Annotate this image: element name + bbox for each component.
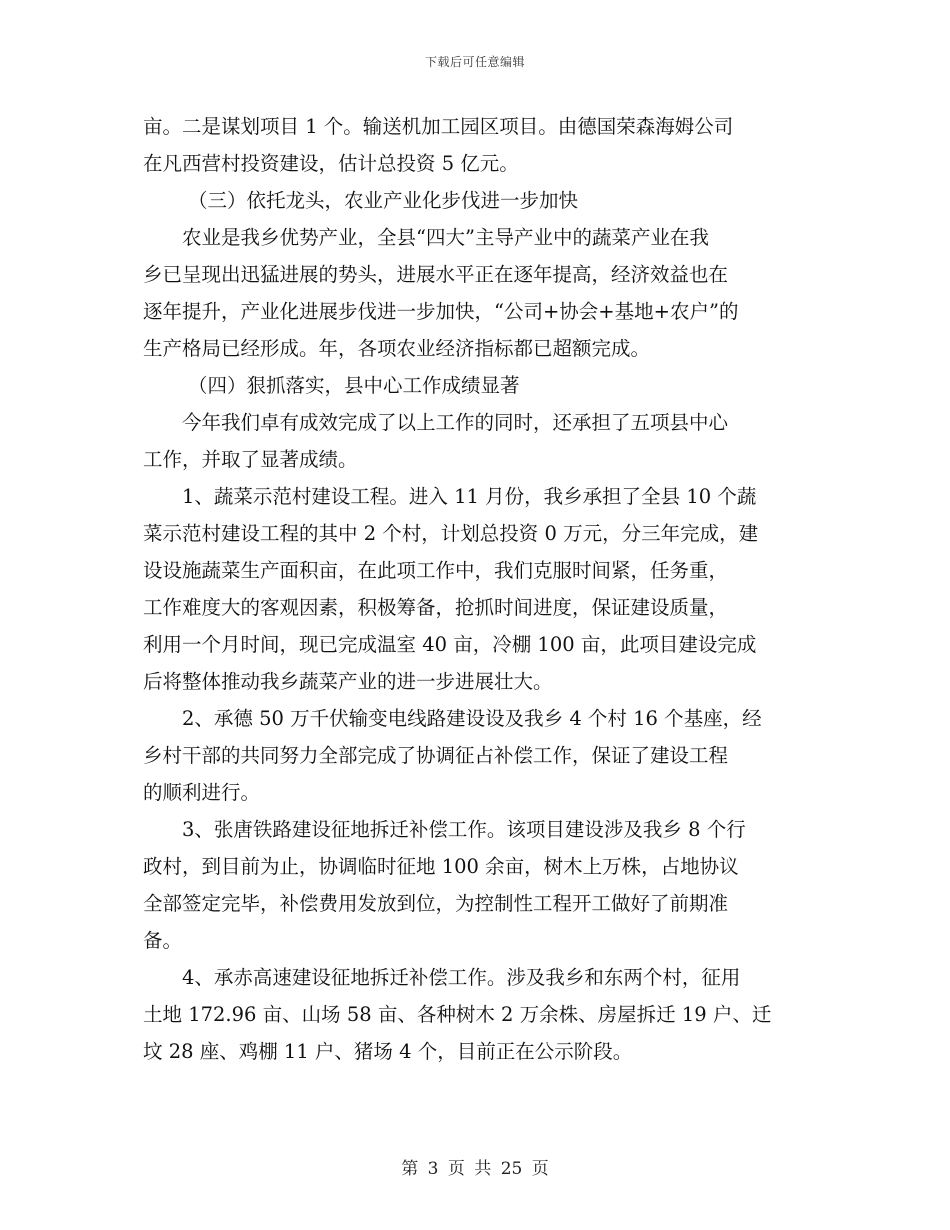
text-line: 乡已呈现出迅猛进展的势头，进展水平正在逐年提高，经济效益也在 — [143, 263, 729, 286]
text-line: 亩。二是谋划项目 1 个。输送机加工园区项目。由德国荣森海姆公司 — [143, 115, 734, 138]
text-line: 工作，并取了显著成绩。 — [143, 448, 358, 471]
text-line: 坟 28 座、鸡棚 11 户、猪场 4 个，目前正在公示阶段。 — [143, 1040, 633, 1063]
text-line: 菜示范村建设工程的其中 2 个村，计划总投资 0 万元，分三年完成，建 — [143, 522, 759, 545]
text-line: 全部签定完毕，补偿费用发放到位，为控制性工程开工做好了前期准 — [143, 892, 729, 915]
page-header: 下载后可任意编辑 — [424, 55, 525, 69]
list-item-1: 1、蔬菜示范村建设工程。进入 11 月份，我乡承担了全县 10 个蔬 — [182, 485, 757, 508]
text-line: 生产格局已经形成。年，各项农业经济指标都已超额完成。 — [143, 337, 651, 360]
list-item-2: 2、承德 50 万千伏输变电线路建设设及我乡 4 个村 16 个基座，经 — [182, 707, 762, 730]
text-line: 利用一个月时间，现已完成温室 40 亩，冷棚 100 亩，此项目建设完成 — [143, 633, 757, 656]
text-line: 工作难度大的客观因素，积极筹备，抢抓时间进度，保证建设质量， — [143, 596, 729, 619]
list-item-4: 4、承赤高速建设征地拆迁补偿工作。涉及我乡和东两个村，征用 — [182, 966, 741, 989]
paragraph-start: 农业是我乡优势产业，全县“四大”主导产业中的蔬菜产业在我 — [182, 226, 709, 249]
paragraph-start: 今年我们卓有成效完成了以上工作的同时，还承担了五项县中心 — [182, 411, 729, 434]
document-body — [143, 108, 811, 1070]
list-item-3: 3、张唐铁路建设征地拆迁补偿工作。该项目建设涉及我乡 8 个行 — [182, 818, 746, 841]
text-line: 逐年提升，产业化进展步伐进一步加快，“公司+协会+基地+农户”的 — [143, 300, 739, 323]
text-line: 在凡西营村投资建设，估计总投资 5 亿元。 — [143, 152, 519, 175]
text-line: 政村，到目前为止，协调临时征地 100 余亩，树木上万株，占地协议 — [143, 855, 739, 878]
text-line: 乡村干部的共同努力全部完成了协调征占补偿工作，保证了建设工程 — [143, 744, 729, 767]
text-line: 土地 172.96 亩、山场 58 亩、各种树木 2 万余株、房屋拆迁 19 户、迁 — [143, 1003, 772, 1026]
text-line: 的顺利进行。 — [143, 781, 261, 804]
page-number: 第 3 页 共 25 页 — [401, 1159, 549, 1179]
text-line: 设设施蔬菜生产面积亩，在此项工作中，我们克服时间紧，任务重， — [143, 559, 729, 582]
section-heading-4: （四）狠抓落实，县中心工作成绩显著 — [188, 374, 520, 397]
text-line: 备。 — [143, 929, 183, 952]
section-heading-3: （三）依托龙头，农业产业化步伐进一步加快 — [188, 189, 579, 212]
text-line: 后将整体推动我乡蔬菜产业的进一步进展壮大。 — [143, 670, 553, 693]
